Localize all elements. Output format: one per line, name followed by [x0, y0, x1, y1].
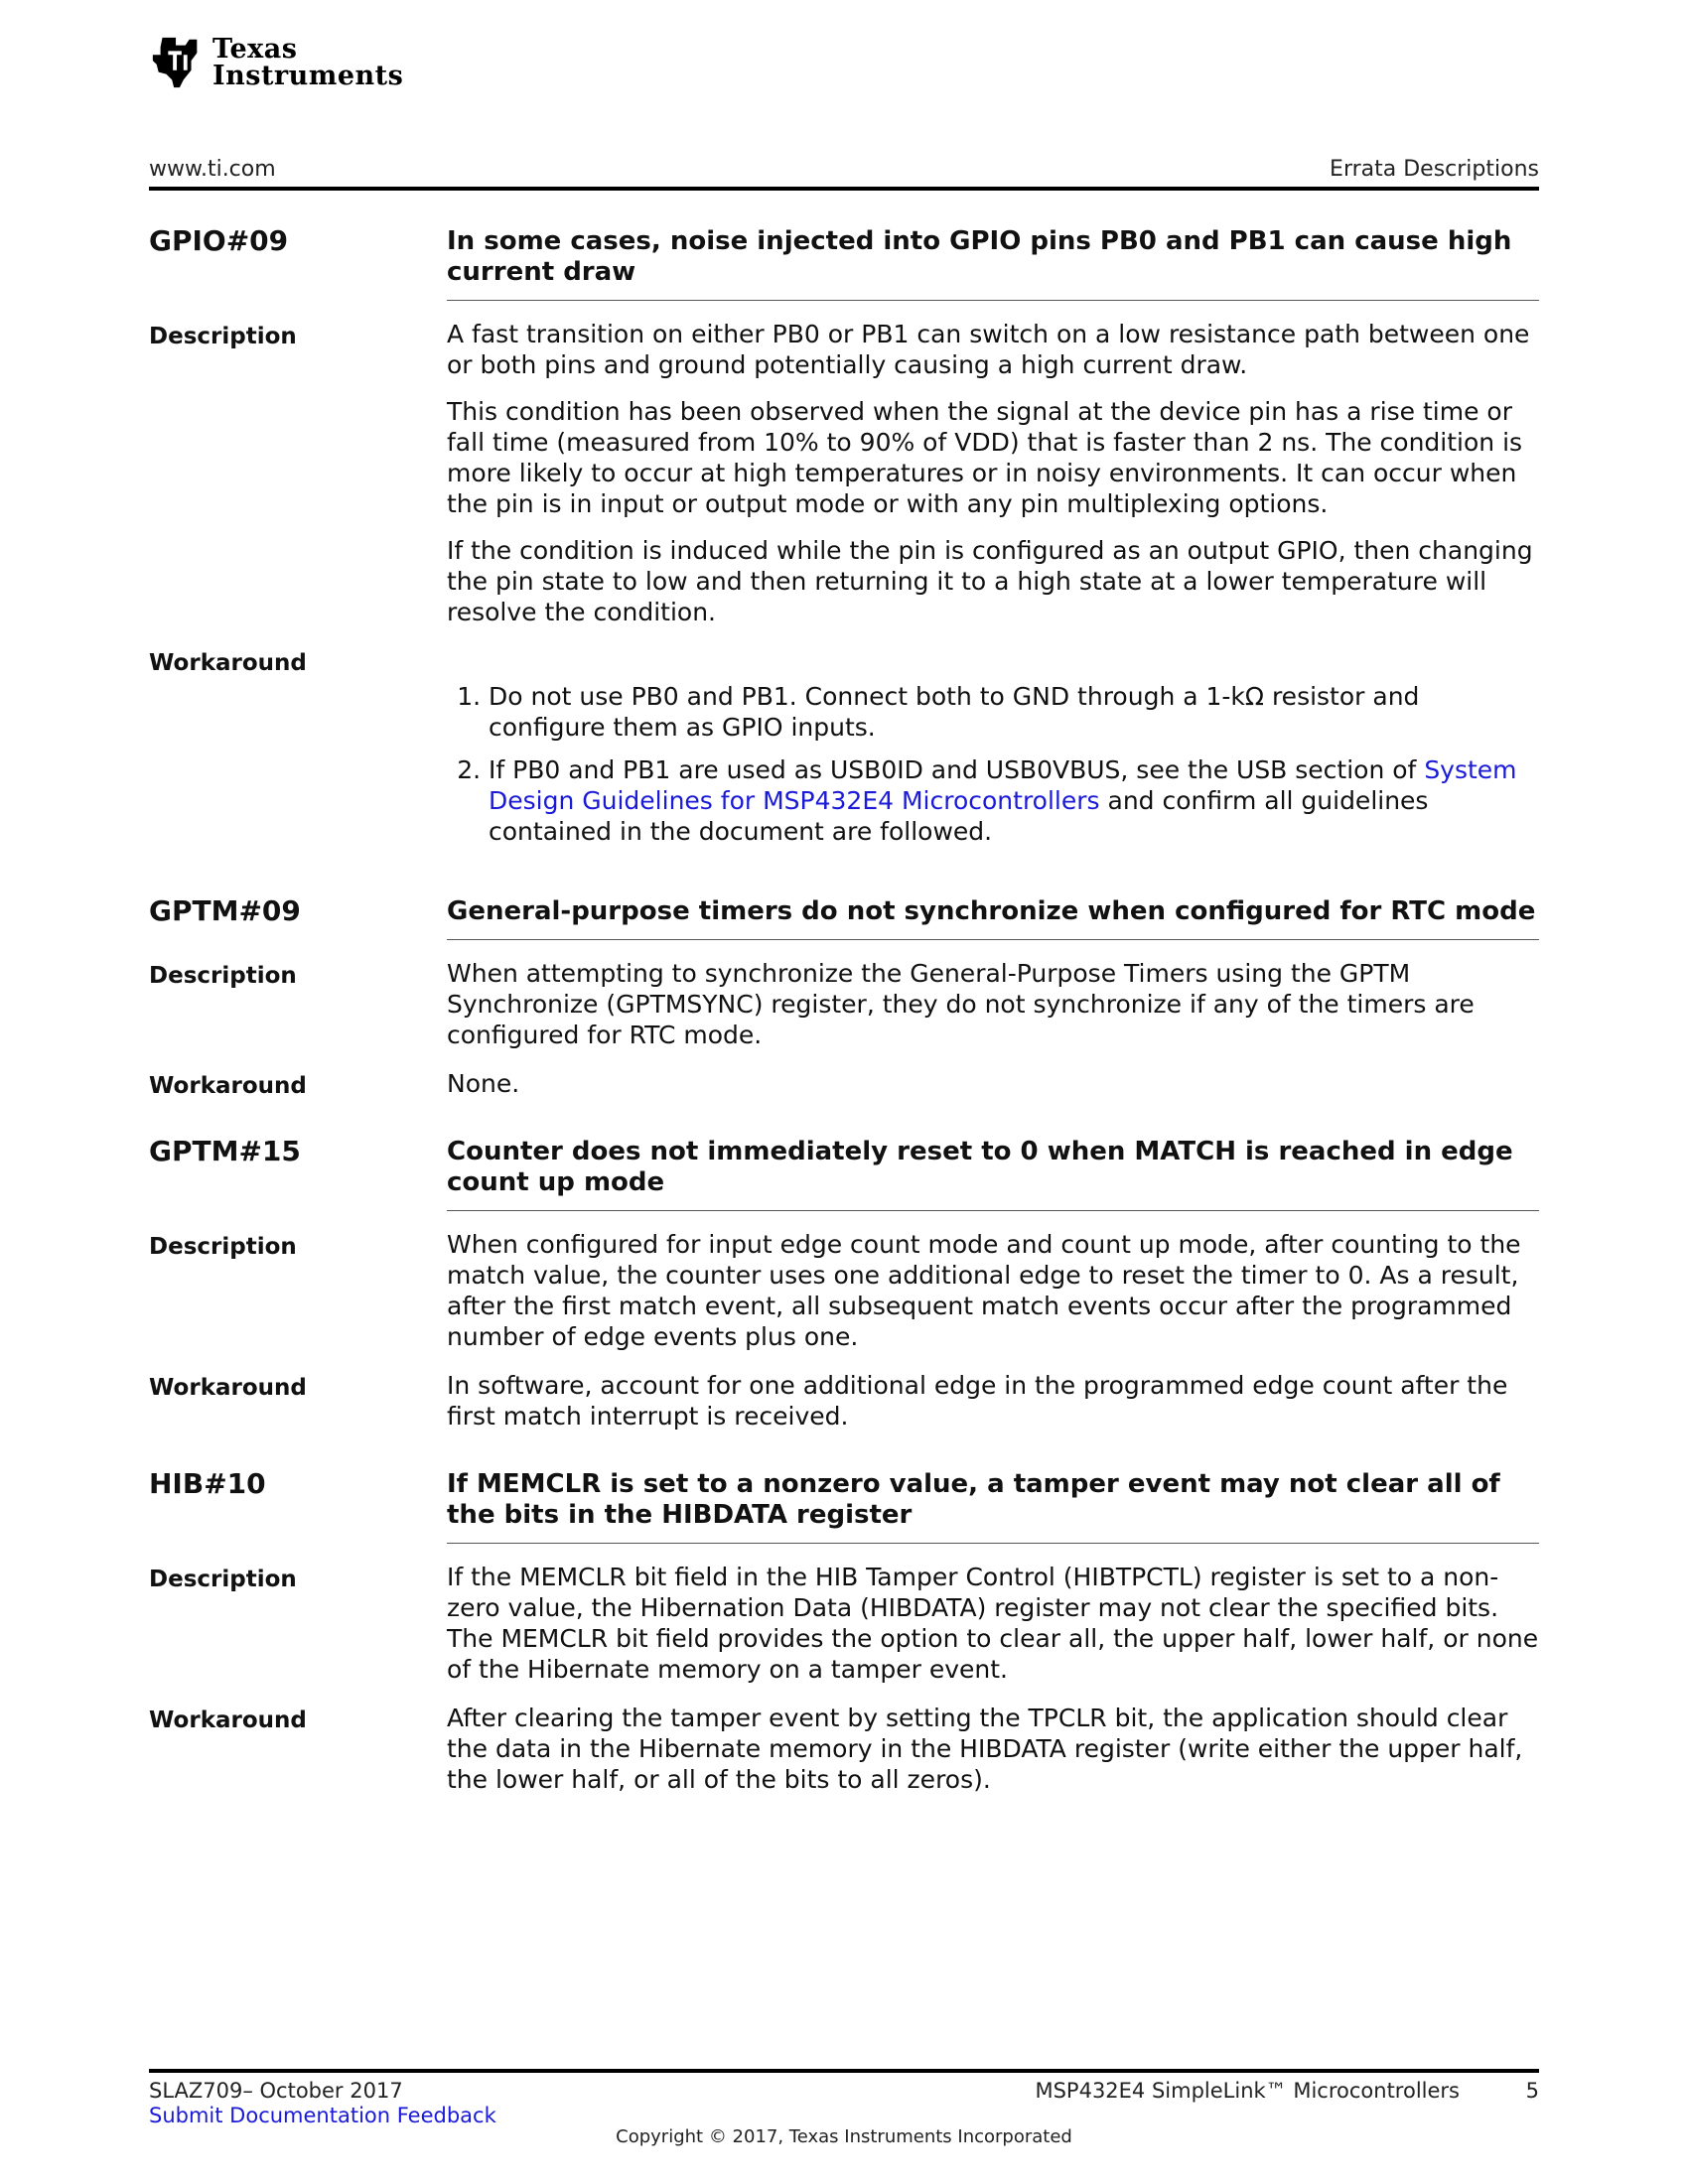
submit-feedback-link[interactable]: Submit Documentation Feedback: [149, 2104, 496, 2127]
product-name: MSP432E4 SimpleLink™ Microcontrollers: [1035, 2079, 1460, 2103]
workaround-section: [149, 1068, 1539, 1099]
workaround-label: Workaround: [149, 1707, 307, 1733]
description-paragraph: If the condition is induced while the pin is configured as an output GPIO, then changing the pin state to low and then returning it to a high state at a lower temperature will resolve the condition.: [447, 536, 1533, 626]
document-id: SLAZ709– October 2017: [149, 2079, 403, 2103]
header-section-title: Errata Descriptions: [1330, 157, 1539, 182]
description-section: [149, 1229, 1539, 1352]
description-section: [149, 1562, 1539, 1685]
description-paragraph: When attempting to synchronize the General-Purpose Timers using the GPTM Synchronize (GPTMSYNC) register, they do not synchronize if any of the timers are configured for RTC mode.: [447, 959, 1475, 1049]
description-label: Description: [149, 1567, 297, 1592]
workaround-label: Workaround: [149, 1375, 307, 1401]
erratum-hib10: [149, 1467, 1539, 1795]
erratum-id: HIB#10: [149, 1467, 266, 1500]
workaround-section: [149, 645, 1539, 859]
description-section: [149, 958, 1539, 1050]
erratum-gptm09: [149, 894, 1539, 1099]
ti-logo: [149, 34, 403, 91]
erratum-title: Counter does not immediately reset to 0 when MATCH is reached in edge count up mode: [447, 1135, 1539, 1211]
workaround-section: [149, 1703, 1539, 1795]
erratum-title: If MEMCLR is set to a nonzero value, a tamper event may not clear all of the bits in the HIBDATA register: [447, 1467, 1539, 1544]
logo-line-1: Texas: [212, 34, 298, 65]
description-paragraph: If the MEMCLR bit field in the HIB Tamper Control (HIBTPCTL) register is set to a non-zero value, the Hibernation Data (HIBDATA) register may not clear the specified bits. The MEMCLR bit field provides the option to clear all, the upper half, lower half, or none of the Hibernate memory on a tamper event.: [447, 1563, 1539, 1684]
erratum-title: In some cases, noise injected into GPIO pins PB0 and PB1 can cause high current draw: [447, 224, 1539, 301]
erratum-title: General-purpose timers do not synchronize when configured for RTC mode: [447, 894, 1539, 940]
erratum-gptm15: [149, 1135, 1539, 1432]
workaround-paragraph: After clearing the tamper event by setting the TPCLR bit, the application should clear the data in the Hibernate memory in the HIBDATA register (write either the upper half, the lower half, or all of the bits to all zeros).: [447, 1704, 1523, 1794]
workaround-section: [149, 1370, 1539, 1432]
footer-rule: [149, 2069, 1539, 2073]
workaround-label: Workaround: [149, 650, 307, 676]
system-design-guidelines-link[interactable]: System Design Guidelines for MSP432E4 Microcontrollers: [489, 755, 1517, 815]
copyright: Copyright © 2017, Texas Instruments Incorporated: [616, 2126, 1072, 2147]
description-section: [149, 319, 1539, 627]
description-label: Description: [149, 324, 297, 349]
workaround-paragraph: None.: [447, 1069, 520, 1098]
erratum-id: GPTM#09: [149, 894, 301, 927]
header-rule: [149, 187, 1539, 191]
ti-logo-icon: [149, 34, 207, 91]
description-label: Description: [149, 1234, 297, 1260]
workaround-item: [489, 754, 1539, 847]
erratum-id: GPTM#15: [149, 1135, 301, 1167]
workaround-text: and confirm all guidelines contained in the document are followed.: [489, 786, 1429, 846]
description-paragraph: This condition has been observed when the signal at the device pin has a rise time or fall time (measured from 10% to 90% of VDD) that is faster than 2 ns. The condition is more likely to occur at high temperatures or in noisy environments. It can occur when the pin is in input or output mode or with any pin multiplexing options.: [447, 397, 1523, 518]
workaround-text: If PB0 and PB1 are used as USB0ID and USB0VBUS, see the USB section of: [489, 755, 1425, 784]
header-website: www.ti.com: [149, 157, 276, 182]
workaround-list: [447, 681, 1539, 847]
page-number: 5: [1525, 2079, 1539, 2103]
workaround-paragraph: In software, account for one additional edge in the programmed edge count after the first match interrupt is received.: [447, 1371, 1508, 1431]
erratum-id: GPIO#09: [149, 224, 289, 257]
description-label: Description: [149, 963, 297, 989]
erratum-gpio09: [149, 224, 1539, 859]
description-paragraph: A fast transition on either PB0 or PB1 can switch on a low resistance path between one or both pins and ground potentially causing a high current draw.: [447, 320, 1530, 379]
logo-line-2: Instruments: [212, 61, 404, 91]
description-paragraph: When configured for input edge count mode and count up mode, after counting to the match value, the counter uses one additional edge to reset the timer to 0. As a result, after the first match event, all subsequent match events occur after the programmed number of edge events plus one.: [447, 1230, 1521, 1351]
page-header: [149, 157, 1539, 182]
errata-content: [149, 224, 1539, 1831]
workaround-label: Workaround: [149, 1073, 307, 1099]
workaround-item: 1. Do not use PB0 and PB1. Connect both to GND through a 1-kΩ resistor and configure them as GPIO inputs.: [489, 681, 1539, 743]
